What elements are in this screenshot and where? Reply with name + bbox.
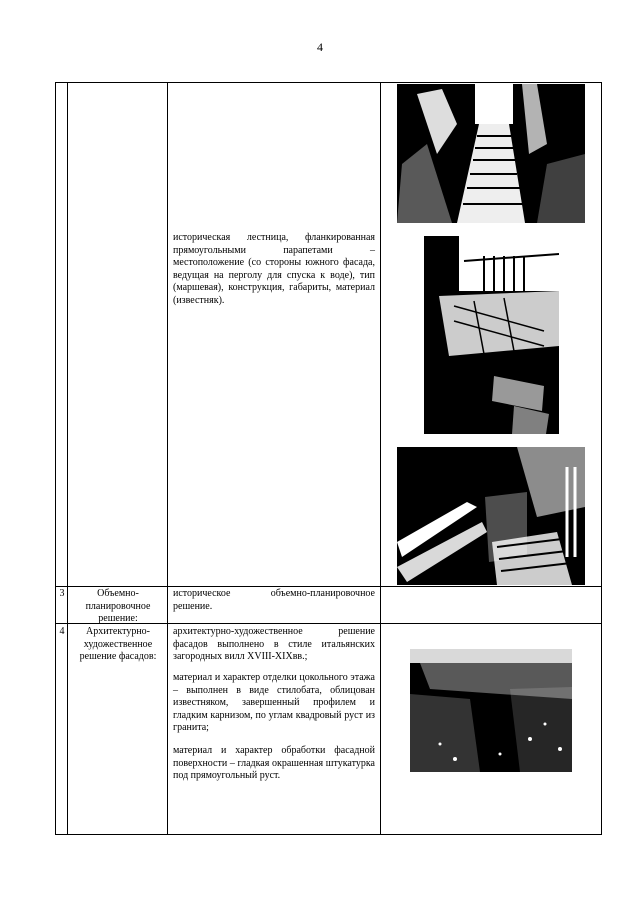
table-col-divider xyxy=(380,82,381,835)
table-border-right xyxy=(601,82,602,835)
staircase-photo-2 xyxy=(424,236,559,434)
table-col-divider xyxy=(67,82,68,835)
row-3-description: историческое объемно-планировочное решение. xyxy=(173,588,375,612)
row-4-name: Архитектурно-художественное решение фасадов: xyxy=(79,626,157,662)
table-row-divider xyxy=(55,586,602,587)
table-border-top xyxy=(55,82,602,83)
staircase-photo-3 xyxy=(397,447,585,585)
row-3-name: Объемно-планировочное решение: xyxy=(85,588,151,624)
facade-photo xyxy=(410,649,572,772)
table-border-bottom xyxy=(55,834,602,835)
row-4-paragraph: материал и характер отделки цокольного этажа – выполнен в виде стилобата, облицован известняком, завершенный профилем и гладким карнизом, по углам квадровый руст из гранита; xyxy=(173,672,375,733)
table-col-divider xyxy=(167,82,168,835)
row-1-description: историческая лестница, фланкированная прямоугольными парапетами – местоположение (со стороны южного фасада, ведущая на перголу для спуска к воде), тип (маршевая), конструкция, габариты, материал (известняк). xyxy=(173,232,375,306)
staircase-photo-1 xyxy=(397,84,585,223)
page-number: 4 xyxy=(317,40,323,54)
row-3-number: 3 xyxy=(59,588,65,599)
row-4-paragraph: материал и характер обработки фасадной поверхности – гладкая окрашенная штукатурка под прямоугольный руст. xyxy=(173,745,375,781)
row-4-paragraph: архитектурно-художественное решение фасадов выполнено в стиле итальянских загородных вилл XVIII-XIXвв.; xyxy=(173,626,375,662)
row-4-number: 4 xyxy=(59,626,65,637)
table-border-left xyxy=(55,82,56,835)
